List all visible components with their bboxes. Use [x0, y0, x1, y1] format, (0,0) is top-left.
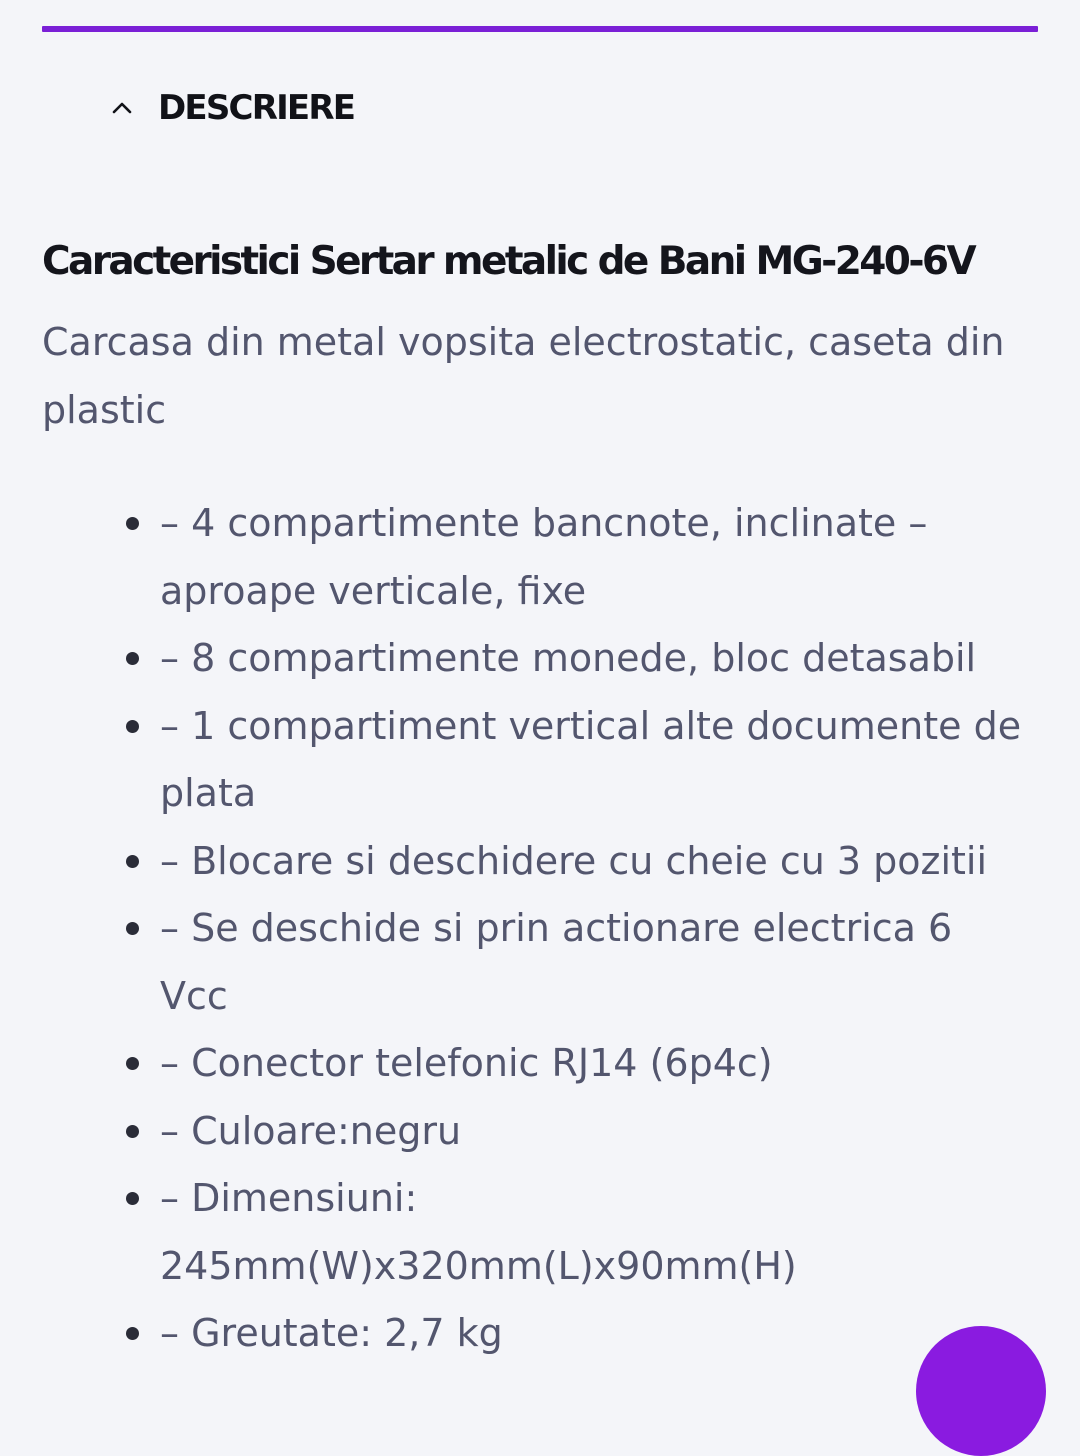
feature-item [42, 828, 1030, 896]
feature-text: – 1 compartiment vertical alte documente de plata [160, 703, 1022, 815]
tab-active-indicator [42, 26, 1038, 32]
feature-text: – Blocare si deschidere cu cheie cu 3 pozitii [160, 838, 988, 883]
accordion-title: DESCRIERE [158, 88, 355, 128]
feature-text: – Se deschide si prin actionare electrica 6 Vcc [160, 906, 953, 1018]
feature-text: – Conector telefonic RJ14 (6p4c) [160, 1041, 773, 1085]
feature-item [42, 1030, 1030, 1098]
floating-action-button[interactable] [916, 1326, 1046, 1456]
bullet-icon [126, 1327, 139, 1340]
feature-item [42, 1300, 1030, 1368]
bullet-icon [126, 720, 139, 733]
features-list [42, 490, 1042, 1368]
bullet-icon [126, 1125, 139, 1138]
feature-text: – Culoare:negru [160, 1108, 462, 1153]
feature-text: – Dimensiuni: 245mm(W)x320mm(L)x90mm(H) [160, 1176, 797, 1288]
bullet-icon [126, 1192, 139, 1205]
feature-text: – 8 compartimente monede, bloc detasabil [160, 636, 977, 680]
description-panel [42, 232, 1042, 1368]
feature-item [42, 1098, 1030, 1166]
bullet-icon [126, 1057, 139, 1070]
feature-item [42, 625, 1030, 693]
bullet-icon [126, 855, 139, 868]
product-features-heading: Caracteristici Sertar metalic de Bani MG-240-6V [42, 239, 975, 284]
feature-item [42, 1165, 1030, 1300]
accordion-toggle-descriere[interactable] [108, 82, 354, 134]
bullet-icon [126, 517, 139, 530]
feature-text: – Greutate: 2,7 kg [160, 1311, 503, 1355]
bullet-icon [126, 652, 139, 665]
feature-item [42, 895, 1030, 1030]
feature-item [42, 490, 1030, 625]
description-intro: Carcasa din metal vopsita electrostatic, caseta din plastic [42, 320, 1005, 432]
chevron-up-icon [108, 94, 136, 122]
feature-item [42, 693, 1030, 828]
bullet-icon [126, 922, 139, 935]
feature-text: – 4 compartimente bancnote, inclinate – aproape verticale, fixe [160, 501, 928, 613]
